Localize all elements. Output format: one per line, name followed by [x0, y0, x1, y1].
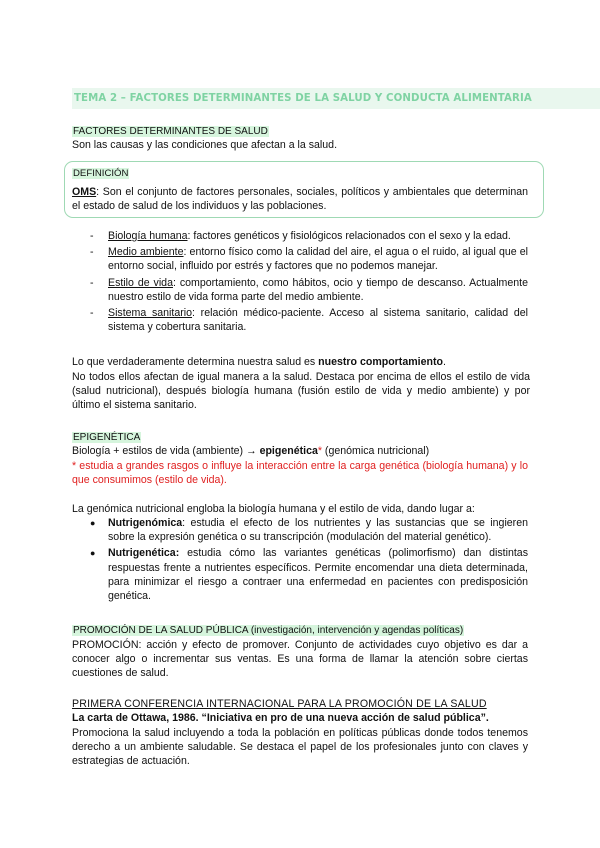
paragraph-estilo-vida: No todos ellos afectan de igual manera a la salud. Destaca por encima de ellos el estilo de vida (salud nutricional), después biología humana (fusión estilo de vida y medio ambiente) y por último el sistema sanitario.	[72, 371, 530, 412]
section-heading-factores	[72, 124, 269, 139]
bullet-icon: ●	[90, 518, 96, 528]
definition-body: : Son el conjunto de factores personales, sociales, políticos y ambientales que determinan el estado de salud de los individuos y las poblaciones.	[72, 186, 528, 213]
epigenetica-line: Biología + estilos de vida (ambiente) → epigenética* (genómica nutricional)	[72, 445, 430, 457]
list-item: ● Nutrigenómica: estudia el efecto de los nutrientes y las sustancias que se ingieren sobre la expresión genética o su transcripción (modulación del material genético).	[90, 517, 528, 544]
definition-text	[72, 185, 528, 213]
bullet-icon: ●	[90, 548, 96, 559]
section-heading-epigenetica: EPIGENÉTICA	[73, 432, 141, 443]
list-item: ● Nutrigenética: estudia cómo las variantes genéticas (polimorfismo) dan distintas respuestas frente a nutrientes específicos. Permite encomendar una dieta determinada, para minimizar el riesgo a contraer una enfermedad en pacientes con predisposición genética.	[90, 547, 528, 603]
genomica-list	[90, 516, 528, 605]
list-item: - Sistema sanitario: relación médico-paciente. Acceso al sistema sanitario, calidad del sistema y cobertura sanitaria.	[90, 307, 528, 334]
section-heading-text: FACTORES DETERMINANTES DE SALUD	[73, 126, 268, 137]
section-heading-promocion: PROMOCIÓN DE LA SALUD PÚBLICA (investigación, intervención y agendas políticas)	[73, 625, 464, 636]
list-item: - Estilo de vida: comportamiento, como hábitos, ocio y tiempo de descanso. Actualmente nuestro estilo de vida forma parte del medio ambiente.	[90, 276, 528, 303]
epigenetica-note: * estudia a grandes rasgos o influye la interacción entre la carga genética (biología humana) y lo que consumimos (estilo de vida).	[72, 460, 528, 487]
list-item: - Biología humana: factores genéticos y fisiológicos relacionados con el sexo y la edad.	[90, 230, 511, 242]
promocion-text: PROMOCIÓN: acción y efecto de promover. Conjunto de actividades cuyo objetivo es dar a conocer algo o incrementar sus ventas. Es una forma de llamar la atención sobre ciertas cuestiones de salud.	[72, 639, 528, 680]
genomica-intro: La genómica nutricional engloba la biología humana y el estilo de vida, dando lugar a:	[72, 503, 475, 515]
section-intro: Son las causas y las condiciones que afectan a la salud.	[72, 139, 338, 151]
definition-heading: DEFINICIÓN	[73, 168, 129, 179]
conferencia-heading: PRIMERA CONFERENCIA INTERNACIONAL PARA LA PROMOCIÓN DE LA SALUD	[72, 698, 487, 710]
page-title: TEMA 2 – FACTORES DETERMINANTES DE LA SALUD Y CONDUCTA ALIMENTARIA	[74, 93, 532, 104]
factors-list	[90, 229, 528, 336]
ottawa-line: La carta de Ottawa, 1986. “Iniciativa en pro de una nueva acción de salud pública”.	[72, 712, 489, 724]
conferencia-text: Promociona la salud incluyendo a toda la población en políticas públicas donde todos tenemos derecho a un ambiente saludable. Se destaca el papel de los profesionales junto con claves y estrategias de actuación.	[72, 727, 528, 768]
definition-term: OMS	[72, 186, 97, 198]
paragraph-comportamiento: Lo que verdaderamente determina nuestra salud es nuestro comportamiento.	[72, 356, 446, 368]
list-item: - Medio ambiente: entorno físico como la calidad del aire, el agua o el ruido, al igual que el entorno social, influido por estrés y factores que no podemos manejar.	[90, 246, 528, 273]
